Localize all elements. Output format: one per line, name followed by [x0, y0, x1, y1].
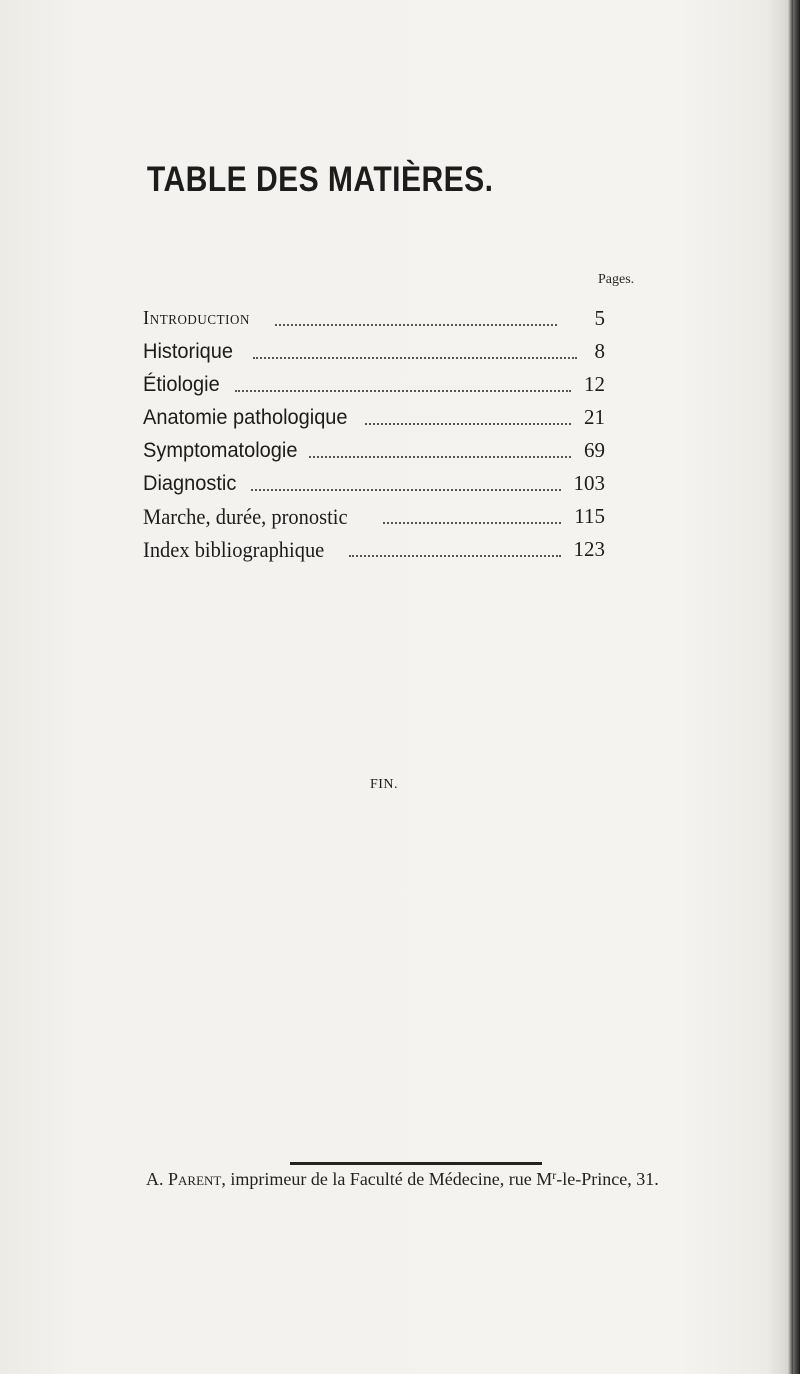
toc-entry-page: 115 [574, 504, 605, 528]
imprint-text-end: -le-Prince, 31. [556, 1169, 659, 1189]
toc-entry-page: 69 [584, 438, 605, 462]
toc-entry-label: Introduction [143, 307, 250, 329]
table-of-contents [143, 302, 605, 566]
printer-name: A. Parent [146, 1169, 222, 1189]
toc-entry-marche-duree-pronostic [143, 500, 605, 533]
toc-entry-page: 5 [594, 306, 605, 330]
dot-leader [275, 324, 557, 326]
dot-leader [235, 390, 571, 392]
imprint-superscript: r [552, 1168, 557, 1182]
printer-imprint [146, 1168, 659, 1190]
toc-entry-label: Anatomie pathologique [143, 405, 348, 429]
dot-leader [309, 456, 571, 458]
toc-entry-label: Index bibliographique [143, 537, 325, 562]
toc-entry-index-bibliographique [143, 533, 605, 566]
toc-entry-page: 103 [573, 471, 605, 495]
toc-entry-label: Marche, durée, pronostic [143, 504, 348, 529]
dot-leader [383, 522, 561, 524]
dot-leader [365, 423, 571, 425]
toc-entry-historique [143, 335, 605, 368]
toc-entry-label: Étiologie [143, 372, 220, 396]
dot-leader [349, 555, 561, 557]
footer-rule [290, 1162, 542, 1165]
toc-entry-symptomatologie [143, 434, 605, 467]
toc-entry-introduction [143, 302, 605, 335]
page-edge-shadow [793, 0, 800, 1374]
imprint-text: , imprimeur de la Faculté de Médecine, rue M [221, 1169, 553, 1189]
toc-entry-page: 21 [584, 405, 605, 429]
toc-entry-page: 12 [584, 372, 605, 396]
toc-entry-anatomie-pathologique [143, 401, 605, 434]
dot-leader [253, 357, 577, 359]
toc-entry-page: 8 [594, 339, 605, 363]
toc-entry-page: 123 [573, 537, 605, 561]
toc-entry-label: Symptomatologie [143, 438, 298, 462]
toc-entry-diagnostic [143, 467, 605, 500]
dot-leader [251, 489, 561, 491]
page-title: TABLE DES MATIÈRES. [146, 160, 494, 199]
toc-entry-label: Diagnostic [143, 471, 237, 495]
toc-entry-etiologie [143, 368, 605, 401]
toc-entry-label: Historique [143, 339, 234, 363]
pages-column-label: Pages. [598, 272, 635, 287]
end-marker: FIN. [369, 777, 399, 792]
